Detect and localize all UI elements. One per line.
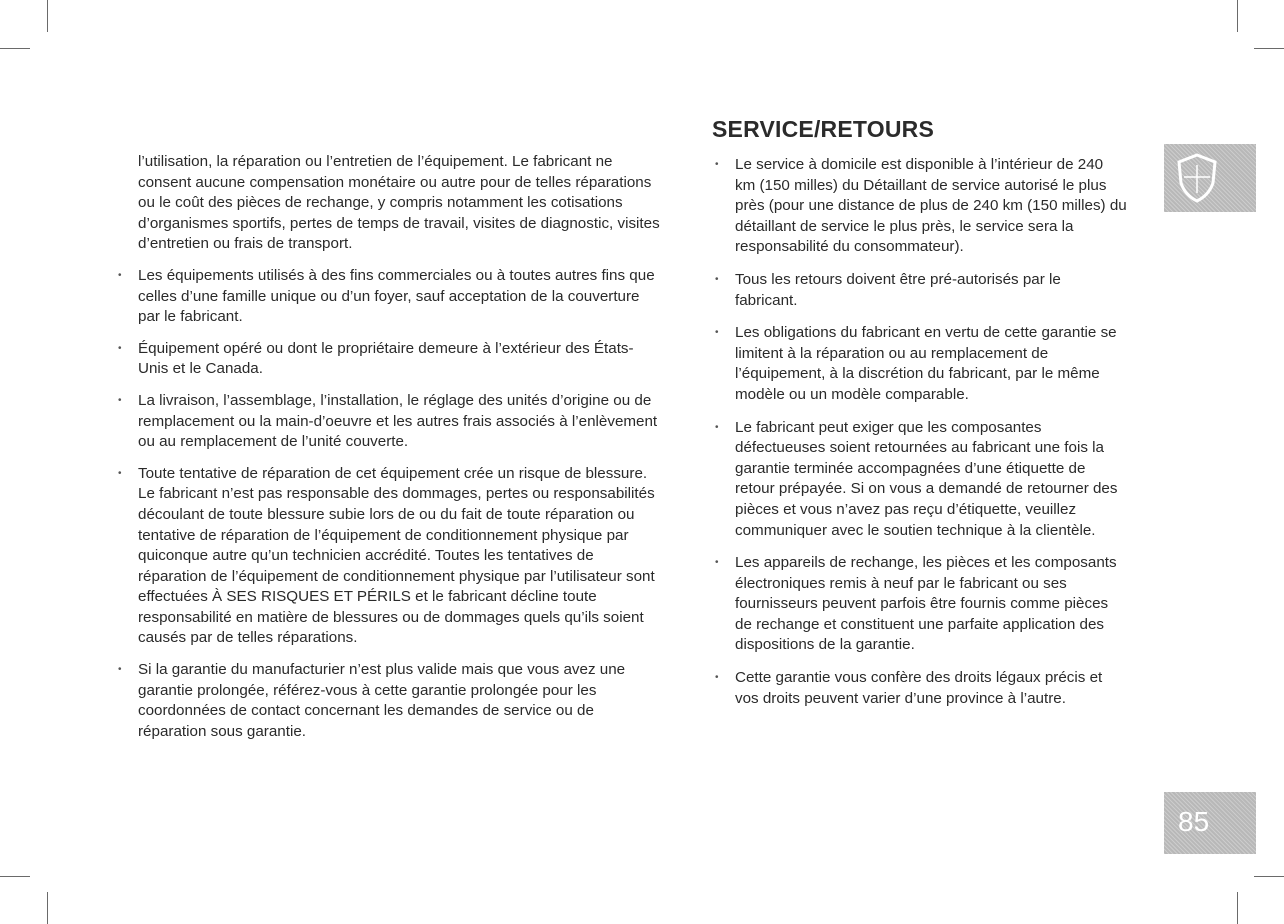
list-item: • Cette garantie vous confère des droits légaux précis et vos droits peuvent varier d’une province à l’autre. [712,668,1127,709]
crop-mark [0,48,30,49]
exclusion-list [115,266,660,742]
crop-mark [1254,48,1284,49]
left-column [115,152,660,753]
list-item: • Le fabricant peut exiger que les composantes défectueuses soient retournées au fabricant une fois la garantie terminée accompagnées d’une étiquette de retour prépayée. Si on vous a demandé de retourner des pièces et vous n’avez pas reçu d’étiquette, veuillez communiquer avec le soutien technique à la clientèle. [712,418,1127,542]
crop-mark [1237,0,1238,32]
right-column [712,116,1127,721]
section-title: SERVICE/RETOURS [712,116,934,142]
crop-mark [1237,892,1238,924]
list-item: • Le service à domicile est disponible à l’intérieur de 240 km (150 milles) du Détaillant de service autorisé le plus près (pour une distance de plus de 240 km (150 milles) du détaillant de service le plus près, le service sera la responsabilité du consommateur). [712,155,1127,258]
page-number: 85 [1178,806,1210,837]
lead-paragraph: l’utilisation, la réparation ou l’entretien de l’équipement. Le fabricant ne consent aucune compensation monétaire ou autre pour de telles réparations ou le coût des pièces de rechange, y compris notamment les cotisations d’organismes sportifs, pertes de temps de travail, visites de diagnostic, visites d’entretien ou frais de transport. [138,153,660,253]
list-item: • La livraison, l’assemblage, l’installation, le réglage des unités d’origine ou de remplacement ou la main-d’oeuvre et les autres frais associés à l’enlèvement ou au remplacement de l’unité couverte. [115,391,660,453]
list-item: • Les obligations du fabricant en vertu de cette garantie se limitent à la réparation ou au remplacement de l’équipement, à la discrétion du fabricant, par le même modèle ou un modèle comparable. [712,323,1127,405]
crop-mark [47,0,48,32]
crop-mark [47,892,48,924]
list-item: • Tous les retours doivent être pré-autorisés par le fabricant. [712,270,1127,311]
page-number-tab [1164,792,1256,854]
shield-icon [1176,153,1218,203]
crop-mark [1254,876,1284,877]
list-item: • Équipement opéré ou dont le propriétaire demeure à l’extérieur des États-Unis et le Canada. [115,339,660,380]
list-item: • Les équipements utilisés à des fins commerciales ou à toutes autres fins que celles d’une famille unique ou d’un foyer, sauf acceptation de la couverture par le fabricant. [115,266,660,328]
service-list [712,155,1127,709]
section-tab [1164,144,1256,212]
list-item: • Les appareils de rechange, les pièces et les composants électroniques remis à neuf par le fabricant ou ses fournisseurs peuvent parfois être fournis comme pièces de rechange et constituent une parfaite application des dispositions de la garantie. [712,553,1127,656]
list-item: • Si la garantie du manufacturier n’est plus valide mais que vous avez une garantie prolongée, référez-vous à cette garantie prolongée pour les coordonnées de contact concernant les demandes de service ou de réparation sous garantie. [115,660,660,742]
list-item: • Toute tentative de réparation de cet équipement crée un risque de blessure. Le fabricant n’est pas responsable des dommages, pertes ou responsabilités découlant de toute blessure subie lors de ou du fait de toute réparation ou tentative de réparation de l’équipement de conditionnement physique par quiconque autre qu’un technicien accrédité. Toutes les tentatives de réparation de l’équipement de conditionnement physique par l’utilisateur sont effectuées À SES RISQUES ET PÉRILS et le fabricant décline toute responsabilité en matière de blessures ou de dommages quels qu’ils soient causés par de telles réparations. [115,464,660,649]
crop-mark [0,876,30,877]
